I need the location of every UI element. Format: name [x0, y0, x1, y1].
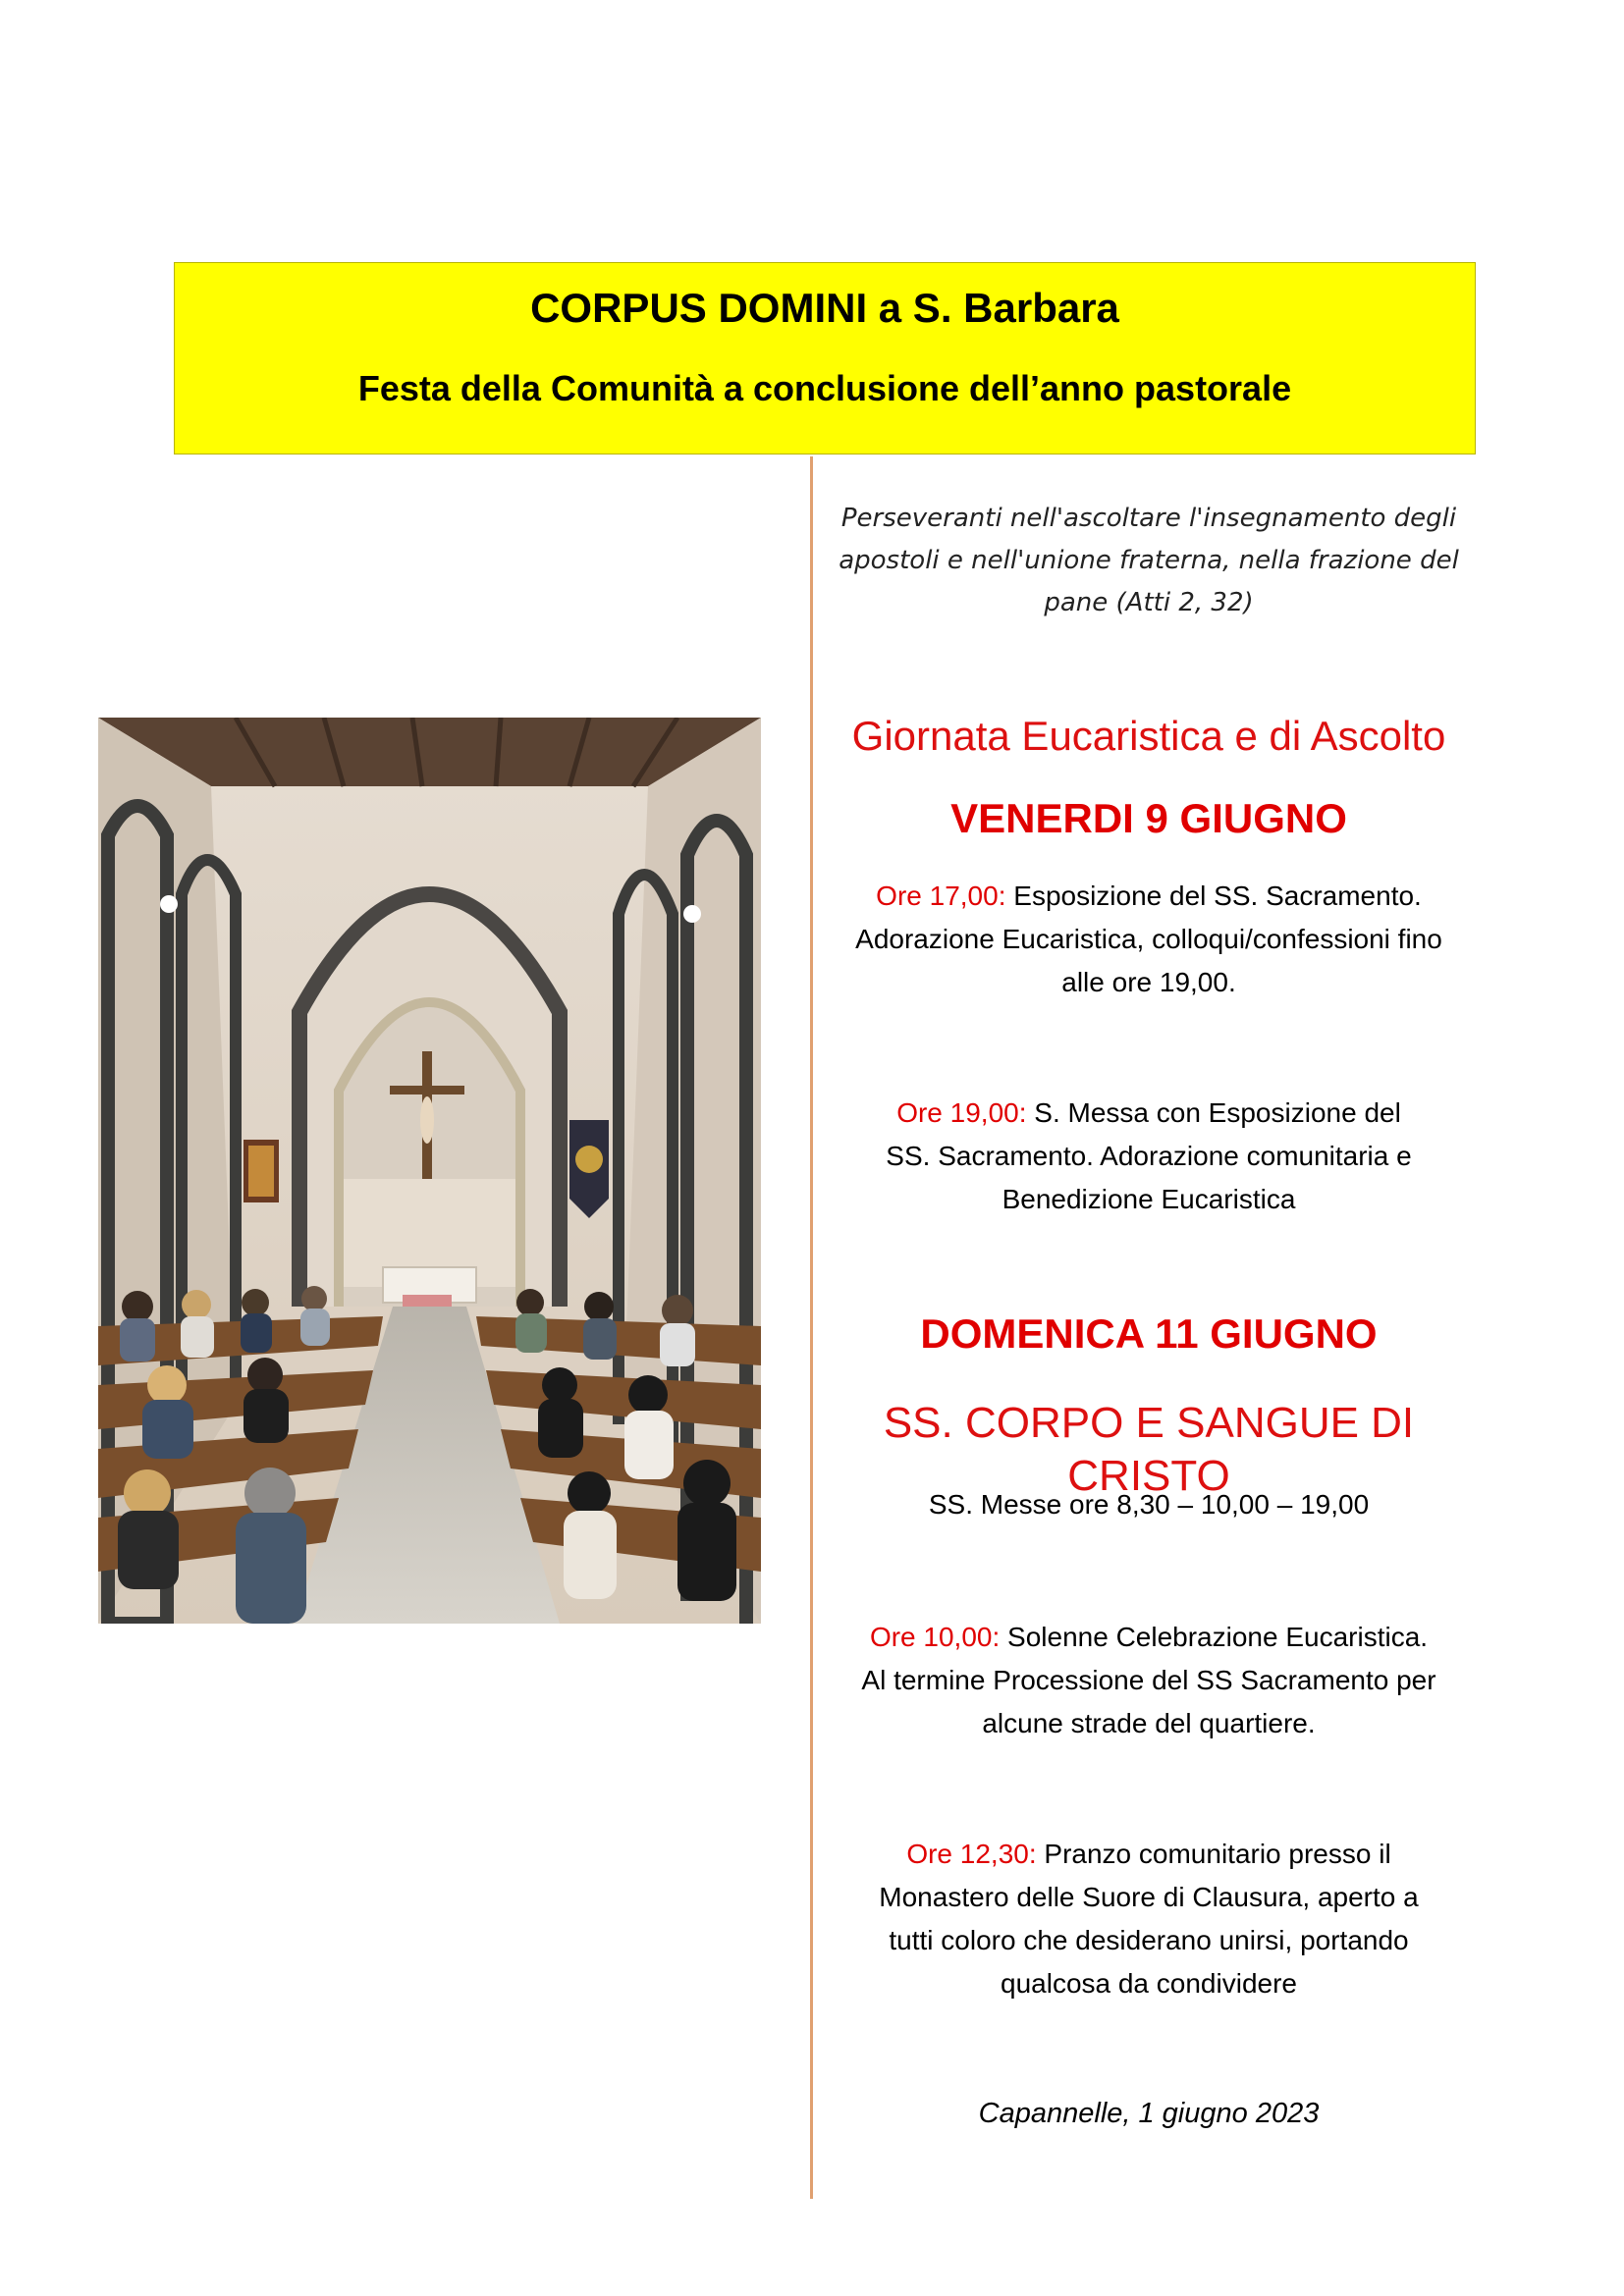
item-text: Al termine Processione del SS Sacramento per — [861, 1665, 1436, 1695]
church-interior-photo — [98, 718, 761, 1624]
vertical-divider — [810, 456, 813, 2199]
item-text: Monastero delle Suore di Clausura, aperto a — [879, 1882, 1419, 1912]
item-time: Ore 19,00: — [896, 1097, 1027, 1128]
sunday-item-2 — [820, 1833, 1478, 2005]
item-text: SS. Sacramento. Adorazione comunitaria e — [886, 1141, 1412, 1171]
item-text: tutti coloro che desiderano unirsi, portando — [889, 1925, 1409, 1955]
friday-item-2 — [820, 1092, 1478, 1221]
sunday-masses: SS. Messe ore 8,30 – 10,00 – 19,00 — [928, 1489, 1370, 1520]
item-text: alcune strade del quartiere. — [982, 1708, 1316, 1738]
sunday-solemnity-title: SS. CORPO E SANGUE DI CRISTO — [883, 1399, 1415, 1500]
quote-line: pane (Atti 2, 32) — [1044, 588, 1254, 617]
quote-line: apostoli e nell'unione fraterna, nella frazione del — [839, 546, 1459, 575]
item-text: alle ore 19,00. — [1061, 967, 1236, 997]
item-time: Ore 10,00: — [869, 1622, 1001, 1652]
scripture-quote — [820, 498, 1478, 624]
friday-day-title: VENERDI 9 GIUGNO — [950, 795, 1347, 841]
item-text: Esposizione del SS. Sacramento. — [1005, 881, 1422, 911]
item-text: qualcosa da condividere — [1001, 1968, 1297, 1999]
page-subtitle: Festa della Comunità a conclusione dell’anno pastorale — [357, 368, 1292, 408]
item-text: Benedizione Eucaristica — [1001, 1184, 1296, 1214]
friday-section-title: Giornata Eucaristica e di Ascolto — [851, 713, 1446, 759]
sunday-day-title: DOMENICA 11 GIUGNO — [920, 1310, 1378, 1357]
header-banner — [174, 262, 1476, 454]
sunday-item-1 — [820, 1616, 1478, 1745]
page-title: CORPUS DOMINI a S. Barbara — [530, 285, 1119, 331]
item-text: Adorazione Eucaristica, colloqui/confessioni fino — [855, 924, 1442, 954]
friday-item-1 — [820, 875, 1478, 1004]
item-text: S. Messa con Esposizione del — [1026, 1097, 1401, 1128]
quote-line: Perseveranti nell'ascoltare l'insegnamento degli — [840, 504, 1457, 533]
item-text: Solenne Celebrazione Eucaristica. — [1000, 1622, 1429, 1652]
item-time: Ore 12,30: — [906, 1839, 1037, 1869]
item-time: Ore 17,00: — [876, 881, 1006, 911]
signature-date: Capannelle, 1 giugno 2023 — [978, 2098, 1320, 2129]
item-text: Pranzo comunitario presso il — [1036, 1839, 1391, 1869]
